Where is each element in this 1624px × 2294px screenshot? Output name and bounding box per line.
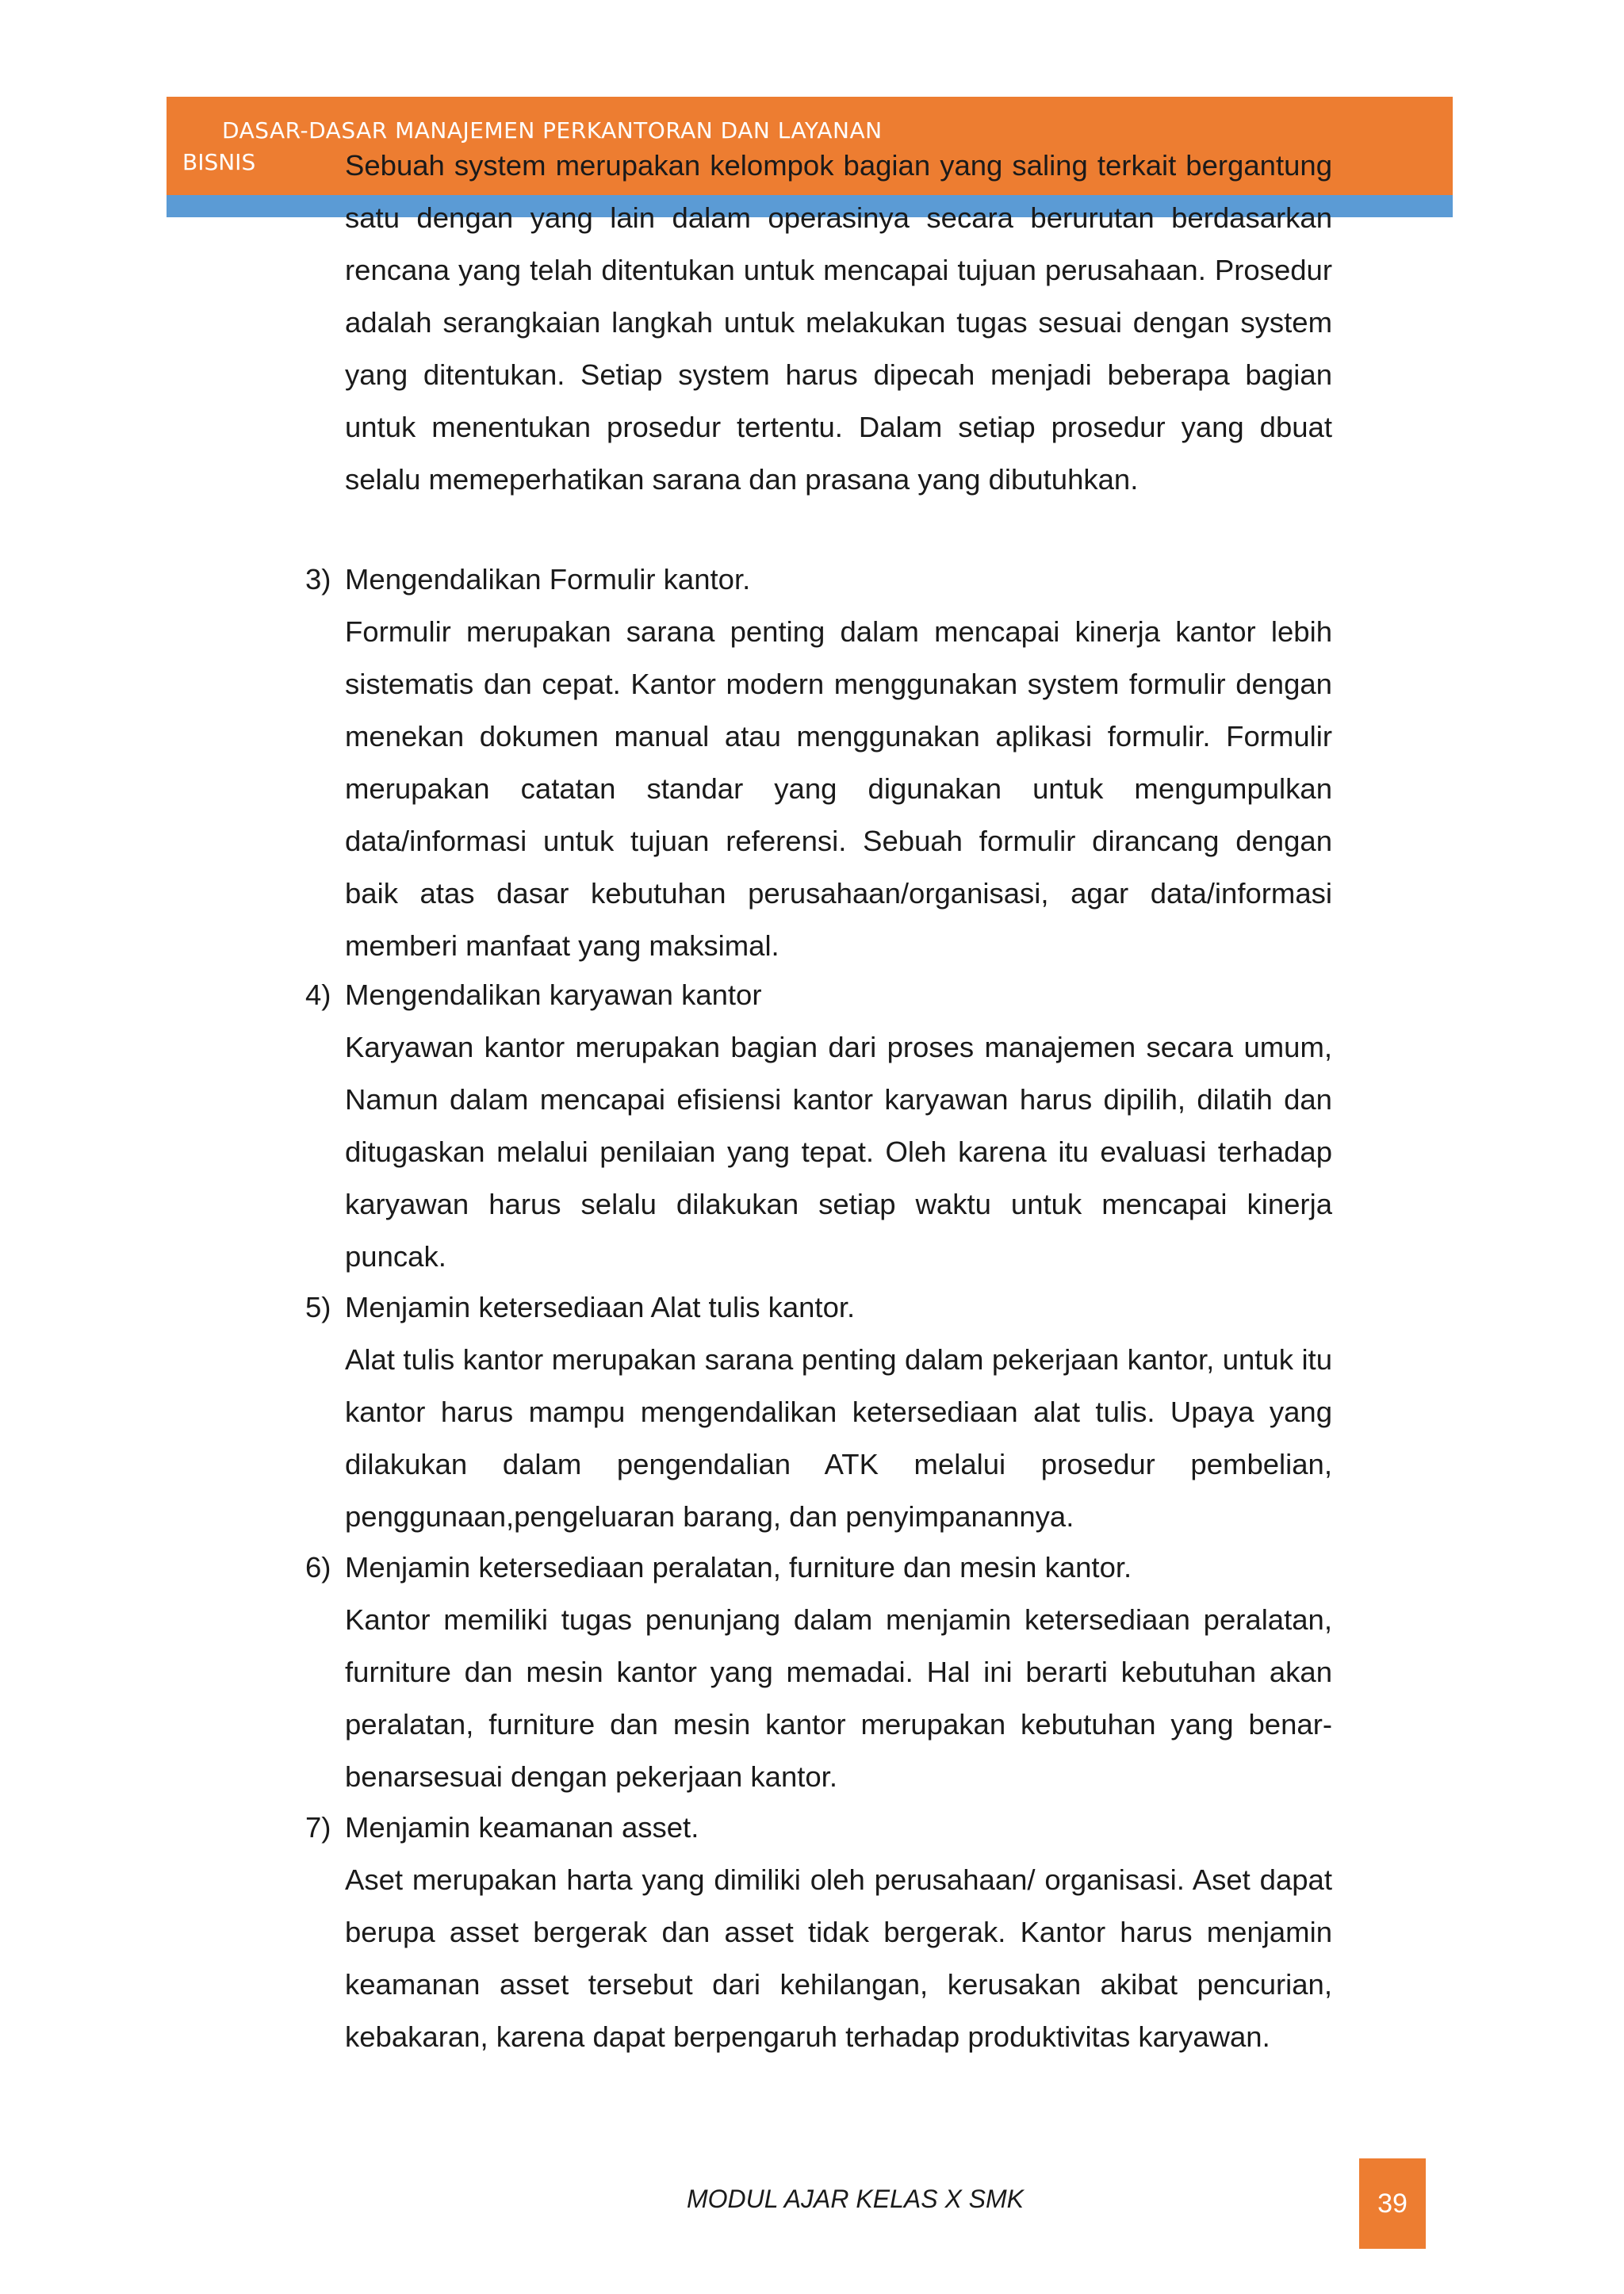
page-number xyxy=(1359,2158,1426,2249)
header-title: DASAR-DASAR MANAJEMEN PERKANTORAN DAN LAYANAN xyxy=(222,117,883,144)
list-item-number: 4) xyxy=(305,978,331,1011)
list-item-heading xyxy=(305,1802,1336,1854)
list-item-body: Kantor memiliki tugas penunjang dalam menjamin ketersediaan peralatan, furniture dan mesin kantor yang memadai. Hal ini berarti kebutuhan akan peralatan, furniture dan mesin kantor merupakan kebutuhan yang benar-benarsesuai dengan pekerjaan kantor. xyxy=(345,1603,1332,1793)
list-item-body: Alat tulis kantor merupakan sarana penting dalam pekerjaan kantor, untuk itu kantor harus mampu mengendalikan ketersediaan alat tulis. Upaya yang dilakukan dalam pengendalian ATK melalui prosedur pembelian, penggunaan,pengeluaran barang, dan penyimpanannya. xyxy=(345,1343,1332,1533)
list-item-title: Menjamin ketersediaan peralatan, furniture dan mesin kantor. xyxy=(345,1551,1132,1584)
list-item-title: Menjamin ketersediaan Alat tulis kantor. xyxy=(345,1291,856,1323)
footer-text: MODUL AJAR KELAS X SMK xyxy=(687,2185,1025,2213)
list-item-number: 5) xyxy=(305,1291,331,1323)
list-item-body: Aset merupakan harta yang dimiliki oleh perusahaan/ organisasi. Aset dapat berupa asset bergerak dan asset tidak bergerak. Kantor harus menjamin keamanan asset tersebut dari kehilangan, kerusakan akibat pencurian, kebakaran, karena dapat berpengaruh terhadap produktivitas karyawan. xyxy=(345,1863,1332,2053)
intro-paragraph: Sebuah system merupakan kelompok bagian yang saling terkait bergantung satu dengan yang lain dalam operasinya secara berurutan berdasarkan rencana yang telah ditentukan untuk mencapai tujuan perusahaan. Prosedur adalah serangkaian langkah untuk melakukan tugas sesuai dengan system yang ditentukan. Setiap system harus dipecah menjadi beberapa bagian untuk menentukan prosedur tertentu. Dalam setiap prosedur yang dbuat selalu memeperhatikan sarana dan prasana yang dibutuhkan. xyxy=(345,149,1332,496)
list-item-title: Mengendalikan Formulir kantor. xyxy=(345,563,751,596)
list-item-body: Karyawan kantor merupakan bagian dari proses manajemen secara umum, Namun dalam mencapai efisiensi kantor karyawan harus dipilih, dilatih dan ditugaskan melalui penilaian yang tepat. Oleh karena itu evaluasi terhadap karyawan harus selalu dilakukan setiap waktu untuk mencapai kinerja puncak. xyxy=(345,1031,1332,1273)
list-item-heading xyxy=(305,1281,1336,1334)
list-item-heading xyxy=(305,1541,1336,1594)
list-item-title: Mengendalikan karyawan kantor xyxy=(345,978,762,1011)
list-item-body: Formulir merupakan sarana penting dalam mencapai kinerja kantor lebih sistematis dan cepat. Kantor modern menggunakan system formulir dengan menekan dokumen manual atau menggunakan aplikasi formulir. Formulir merupakan catatan standar yang digunakan untuk mengumpulkan data/informasi untuk tujuan referensi. Sebuah formulir dirancang dengan baik atas dasar kebutuhan perusahaan/organisasi, agar data/informasi memberi manfaat yang maksimal. xyxy=(345,615,1332,962)
header-title-continued: BISNIS xyxy=(182,149,256,175)
list-item-heading xyxy=(305,553,1336,606)
list-item-number: 3) xyxy=(305,563,331,596)
page-number-label: 39 xyxy=(1377,2188,1408,2219)
list-item-number: 7) xyxy=(305,1811,331,1844)
list-item-title: Menjamin keamanan asset. xyxy=(345,1811,699,1844)
list-item-heading xyxy=(305,969,1336,1021)
list-item-number: 6) xyxy=(305,1551,331,1584)
